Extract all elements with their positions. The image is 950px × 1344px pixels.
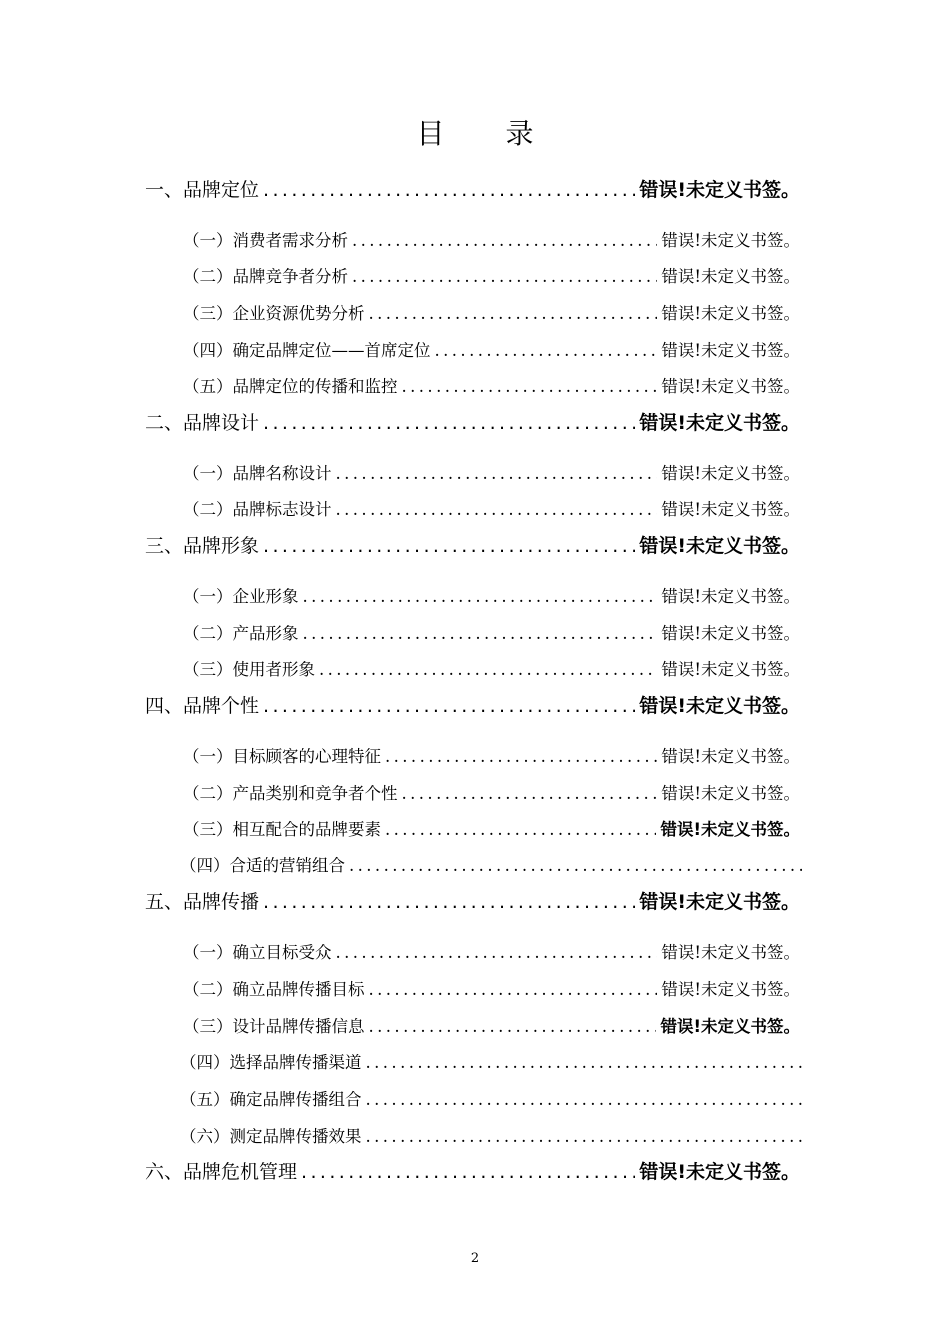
toc-entry-section[interactable] [145, 887, 800, 914]
toc-leader-dots [263, 179, 635, 201]
toc-entry-page-ref: 错误!未定义书签。 [661, 660, 800, 679]
toc-entry-label: （二）产品类别和竞争者个性 [183, 784, 398, 803]
toc-entry-page-ref: 错误!未定义书签。 [661, 464, 800, 483]
toc-leader-dots [402, 377, 658, 396]
toc-leader-dots [385, 820, 656, 839]
page-title: 目 录 [416, 117, 560, 150]
toc-entry-page-ref: 错误!未定义书签。 [661, 267, 800, 286]
toc-entry-page-ref: 错误!未定义书签。 [661, 587, 800, 606]
toc-entry-subsection[interactable] [183, 816, 800, 840]
toc-leader-dots [369, 980, 658, 999]
toc-entry-label: （三）设计品牌传播信息 [183, 1017, 365, 1036]
toc-entry-label: 五、品牌传播 [145, 891, 260, 913]
toc-leader-dots [263, 695, 635, 717]
toc-entry-label: 二、品牌设计 [145, 412, 260, 434]
toc-entry-subsection[interactable] [183, 460, 800, 484]
toc-leader-dots [263, 412, 635, 434]
toc-entry-label: （三）企业资源优势分析 [183, 304, 365, 323]
toc-entry-page-ref: 错误!未定义书签。 [661, 304, 800, 323]
toc-entry-subsection[interactable] [183, 620, 800, 644]
toc-entry-subsection[interactable] [183, 1013, 800, 1037]
toc-entry-subsection[interactable] [180, 1123, 802, 1147]
toc-leader-dots [369, 1017, 657, 1036]
toc-leader-dots [352, 231, 657, 250]
toc-leader-dots [336, 943, 658, 962]
toc-entry-subsection[interactable] [183, 300, 800, 324]
toc-entry-subsection[interactable] [183, 656, 800, 680]
toc-entry-page-ref: 错误!未定义书签。 [639, 695, 800, 717]
toc-entry-label: （四）合适的营销组合 [180, 856, 345, 875]
toc-entry-subsection[interactable] [183, 939, 800, 963]
toc-entry-page-ref: 错误!未定义书签。 [661, 377, 800, 396]
toc-entry-subsection[interactable] [183, 583, 800, 607]
toc-entry-label: （二）确立品牌传播目标 [183, 980, 365, 999]
toc-entry-section[interactable] [145, 691, 800, 718]
toc-entry-section[interactable] [145, 1157, 800, 1184]
toc-entry-label: 六、品牌危机管理 [145, 1161, 298, 1183]
toc-entry-label: （三）使用者形象 [183, 660, 315, 679]
toc-entry-label: （一）消费者需求分析 [183, 231, 348, 250]
toc-entry-page-ref: 错误!未定义书签。 [639, 412, 800, 434]
toc-entry-page-ref: 错误!未定义书签。 [661, 624, 800, 643]
page-number: 2 [470, 1251, 480, 1266]
toc-entry-label: （六）测定品牌传播效果 [180, 1127, 362, 1146]
toc-leader-dots [402, 784, 658, 803]
toc-entry-label: （一）目标顾客的心理特征 [183, 747, 381, 766]
toc-entry-page-ref: 错误!未定义书签。 [661, 231, 800, 250]
toc-entry-page-ref: 错误!未定义书签。 [661, 784, 800, 803]
toc-entry-subsection[interactable] [183, 227, 800, 251]
toc-leader-dots [263, 535, 635, 557]
toc-entry-label: （二）品牌竞争者分析 [183, 267, 348, 286]
toc-leader-dots [301, 1161, 635, 1183]
toc-entry-page-ref: 错误!未定义书签。 [661, 341, 800, 360]
toc-leader-dots [366, 1127, 803, 1146]
toc-entry-page-ref: 错误!未定义书签。 [660, 1017, 800, 1036]
toc-entry-label: 四、品牌个性 [145, 695, 260, 717]
toc-entry-page-ref: 错误!未定义书签。 [660, 820, 800, 839]
toc-entry-label: （二）产品形象 [183, 624, 299, 643]
toc-leader-dots [366, 1053, 803, 1072]
toc-leader-dots [366, 1090, 803, 1109]
toc-entry-subsection[interactable] [183, 743, 800, 767]
toc-entry-subsection[interactable] [180, 1049, 802, 1073]
toc-entry-label: （二）品牌标志设计 [183, 500, 332, 519]
toc-leader-dots [352, 267, 657, 286]
toc-entry-label: 一、品牌定位 [145, 179, 260, 201]
toc-leader-dots [336, 464, 658, 483]
toc-entry-section[interactable] [145, 531, 800, 558]
toc-entry-subsection[interactable] [183, 373, 800, 397]
toc-leader-dots [435, 341, 658, 360]
toc-leader-dots [303, 624, 658, 643]
toc-entry-label: 三、品牌形象 [145, 535, 260, 557]
toc-entry-section[interactable] [145, 408, 800, 435]
toc-entry-page-ref: 错误!未定义书签。 [661, 980, 800, 999]
toc-entry-subsection[interactable] [183, 263, 800, 287]
toc-leader-dots [369, 304, 658, 323]
toc-entry-subsection[interactable] [180, 852, 802, 876]
toc-leader-dots [336, 500, 658, 519]
toc-entry-page-ref: 错误!未定义书签。 [661, 943, 800, 962]
toc-entry-page-ref: 错误!未定义书签。 [639, 891, 800, 913]
toc-entry-label: （一）确立目标受众 [183, 943, 332, 962]
toc-entry-page-ref: 错误!未定义书签。 [661, 500, 800, 519]
toc-entry-label: （一）品牌名称设计 [183, 464, 332, 483]
toc-entry-label: （四）选择品牌传播渠道 [180, 1053, 362, 1072]
toc-entry-subsection[interactable] [180, 1086, 802, 1110]
toc-entry-subsection[interactable] [183, 496, 800, 520]
toc-entry-section[interactable] [145, 175, 800, 202]
toc-leader-dots [319, 660, 657, 679]
toc-leader-dots [263, 891, 635, 913]
toc-entry-page-ref: 错误!未定义书签。 [661, 747, 800, 766]
toc-leader-dots [303, 587, 658, 606]
toc-entry-label: （一）企业形象 [183, 587, 299, 606]
toc-entry-label: （五）品牌定位的传播和监控 [183, 377, 398, 396]
toc-entry-page-ref: 错误!未定义书签。 [639, 179, 800, 201]
toc-entry-subsection[interactable] [183, 337, 800, 361]
toc-entry-page-ref: 错误!未定义书签。 [639, 535, 800, 557]
toc-entry-label: （五）确定品牌传播组合 [180, 1090, 362, 1109]
toc-leader-dots [385, 747, 657, 766]
toc-entry-label: （四）确定品牌定位——首席定位 [183, 341, 431, 360]
toc-entry-subsection[interactable] [183, 976, 800, 1000]
toc-entry-page-ref: 错误!未定义书签。 [639, 1161, 800, 1183]
toc-entry-label: （三）相互配合的品牌要素 [183, 820, 381, 839]
toc-entry-subsection[interactable] [183, 780, 800, 804]
toc-leader-dots [349, 856, 802, 875]
